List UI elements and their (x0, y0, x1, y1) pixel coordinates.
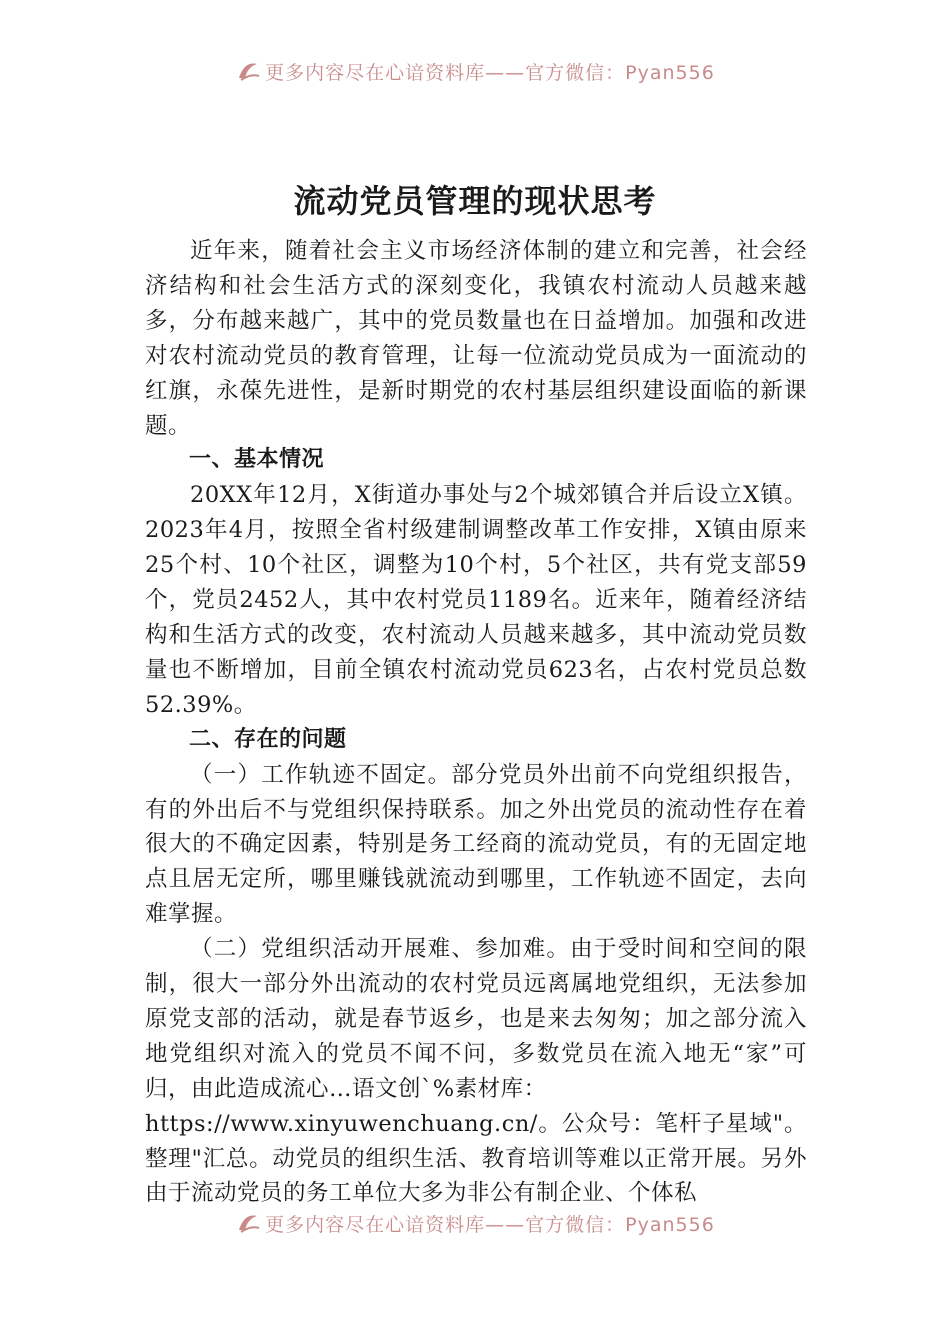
watermark-text: 更多内容尽在心谙资料库——官方微信：Pyan556 (265, 61, 715, 84)
watermark-logo-icon (235, 1210, 261, 1236)
paragraph-problem-2-continued: https://www.xinyuwenchuang.cn/。公众号：笔杆子星域"。整理"汇总。动党员的组织生活、教育培训等难以正常开展。另外由于流动党员的务工单位大多为非公有制企业、个体私 (145, 1110, 807, 1207)
watermark-top (0, 56, 950, 86)
document-title: 流动党员管理的现状思考 (293, 182, 657, 220)
paragraph-problem-2: （二）党组织活动开展难、参加难。由于受时间和空间的限制，很大一部分外出流动的农村党员远离属地党组织，无法参加原党支部的活动，就是春节返乡，也是来去匆匆；加之部分流入地党组织对流入的党员不闻不问，多数党员在流入地无“家”可归，由此造成流心…语文创`%素材库： (145, 936, 807, 1102)
watermark-logo-icon (235, 58, 261, 84)
watermark-bottom (0, 1208, 950, 1238)
document-body (145, 234, 807, 1211)
paragraph-intro: 近年来，随着社会主义市场经济体制的建立和完善，社会经济结构和社会生活方式的深刻变化，我镇农村流动人员越来越多，分布越来越广，其中的党员数量也在日益增加。加强和改进对农村流动党员的教育管理，让每一位流动党员成为一面流动的红旗，永葆先进性，是新时期党的农村基层组织建设面临的新课题。 (145, 238, 807, 439)
paragraph-problem-1: （一）工作轨迹不固定。部分党员外出前不向党组织报告，有的外出后不与党组织保持联系。加之外出党员的流动性存在着很大的不确定因素，特别是务工经商的流动党员，有的无固定地点且居无定所，哪里赚钱就流动到哪里，工作轨迹不固定，去向难掌握。 (145, 761, 807, 928)
watermark-text: 更多内容尽在心谙资料库——官方微信：Pyan556 (265, 1213, 715, 1236)
section-heading-basic: 一、基本情况 (189, 447, 325, 473)
paragraph-basic: 20XX年12月，X街道办事处与2个城郊镇合并后设立X镇。2023年4月，按照全省村级建制调整改革工作安排，X镇由原来25个村、10个社区，调整为10个村，5个社区，共有党支部59个，党员2452人，其中农村党员1189名。近来年，随着经济结构和生活方式的改变，农村流动人员越来越多，其中流动党员数量也不断增加，目前全镇农村流动党员623名，占农村党员总数52.39%。 (145, 482, 807, 718)
section-heading-problems: 二、存在的问题 (189, 726, 347, 752)
